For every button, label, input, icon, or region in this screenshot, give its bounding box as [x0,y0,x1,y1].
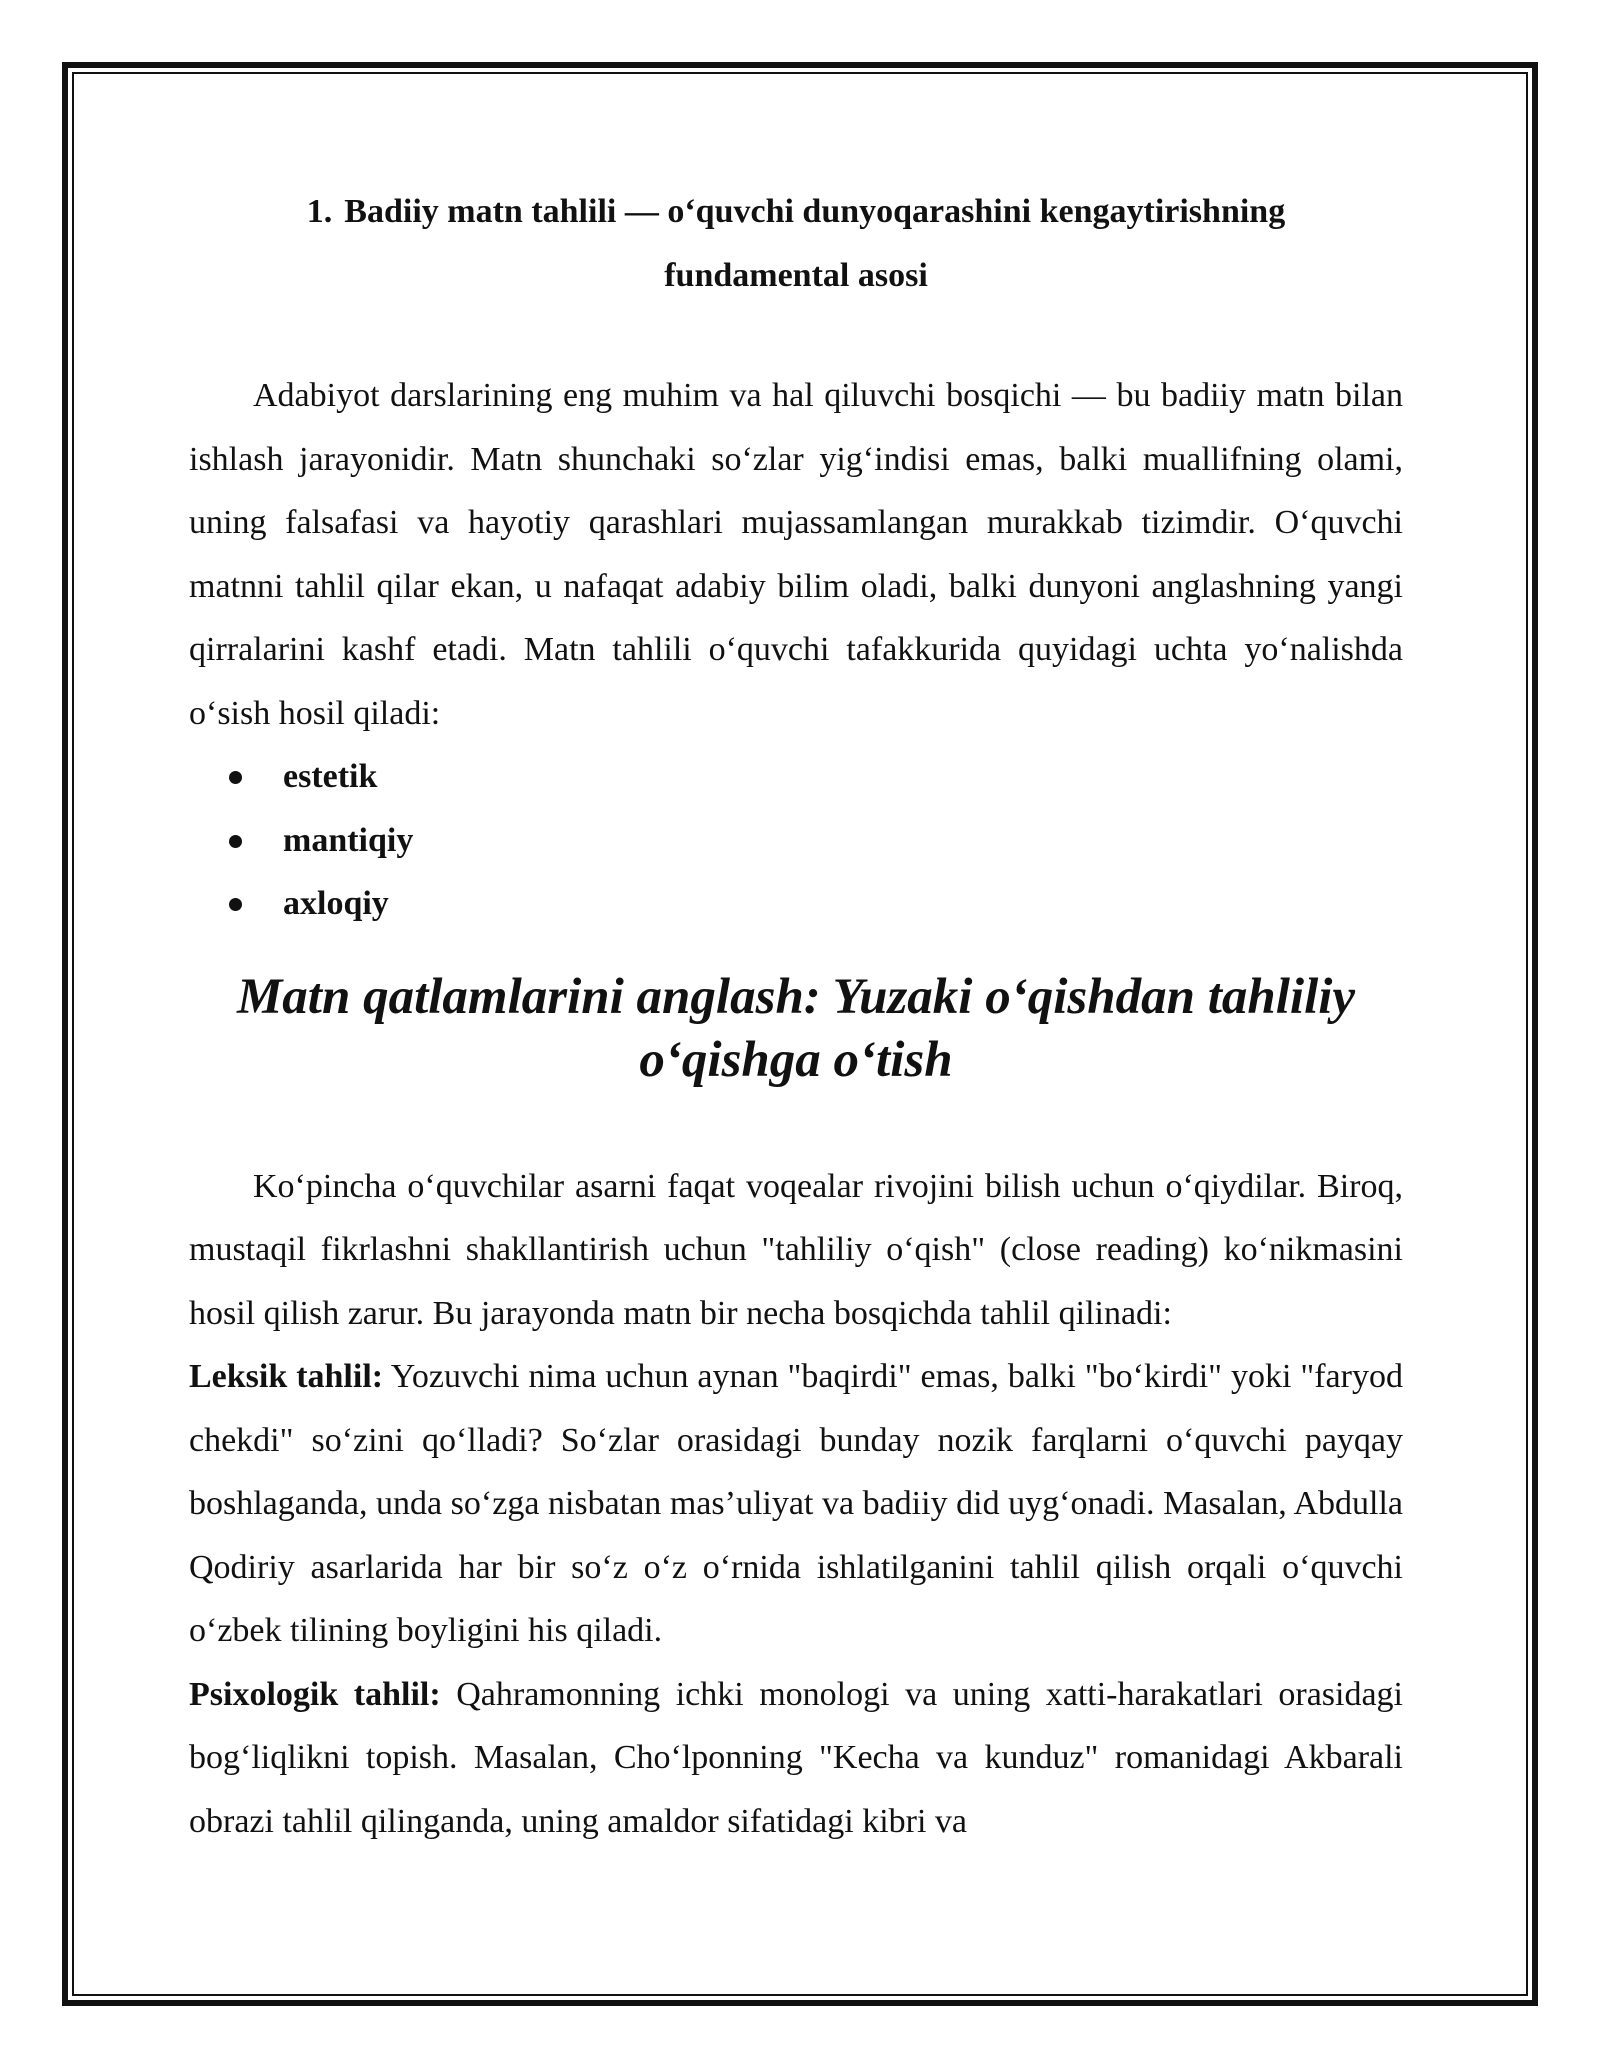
close-reading-paragraph: Ko‘pincha o‘quvchilar asarni faqat voqealar rivojini bilish uchun o‘qiydilar. Biroq, mustaqil fikrlashni shakllantirish uchun "tahliliy o‘qish" (close reading) ko‘nikmasini hosil qilish zarur. Bu jarayonda matn bir necha bosqichda tahlil qilinadi: [189,1167,1403,1332]
list-item [229,872,1403,936]
document-body [189,180,1403,1853]
lexical-analysis-paragraph [189,1345,1403,1663]
bullet-icon [229,771,242,784]
list-item [229,809,1403,873]
subsection-title: Matn qatlamlarini anglash: Yuzaki o‘qishdan tahliliy o‘qishga o‘tish [236,968,1356,1088]
bullet-icon [229,835,242,848]
psychological-analysis-text: Qahramonning ichki monologi va uning xatti-harakatlari orasidagi bog‘liqlikni topish. Masalan, Cho‘lponning "Kecha va kunduz" romanidagi Akbarali obrazi tahlil qilinganda, uning amaldor sifatidagi kibri va [189,1675,1403,1840]
psychological-analysis-label: Psixologik tahlil: [189,1675,441,1713]
lexical-analysis-label: Leksik tahlil: [189,1358,384,1395]
list-item-label: axloqiy [283,885,389,922]
section-title-text: Badiiy matn tahlili — o‘quvchi dunyoqarashini kengaytirishning fundamental asosi [344,193,1286,294]
section-title [189,180,1403,308]
psychological-analysis-paragraph [189,1663,1403,1854]
intro-paragraph: Adabiyot darslarining eng muhim va hal qiluvchi bosqichi — bu badiiy matn bilan ishlash jarayonidir. Matn shunchaki so‘zlar yig‘indisi emas, balki muallifning olami, uning falsafasi va hayotiy qarashlari mujassamlangan murakkab tizimdir. O‘quvchi matnni tahlil qilar ekan, u nafaqat adabiy bilim oladi, balki dunyoni anglashning yangi qirralarini kashf etadi. Matn tahlili o‘quvchi tafakkurida quyidagi uchta yo‘nalishda o‘sish hosil qiladi: [189,377,1403,732]
list-item [229,745,1403,809]
list-item-label: estetik [283,758,378,795]
list-item-label: mantiqiy [283,821,414,859]
section-number: 1. [306,193,333,230]
lexical-analysis-text: Yozuvchi nima uchun aynan "baqirdi" emas, balki "bo‘kirdi" yoki "faryod chekdi" so‘zini qo‘lladi? So‘zlar orasidagi bunday nozik farqlarni o‘quvchi payqay boshlaganda, unda so‘zga nisbatan mas’uliyat va badiiy did uyg‘onadi. Masalan, Abdulla Qodiriy asarlarida har bir so‘z o‘z o‘rnida ishlatilganini tahlil qilish orqali o‘quvchi o‘zbek tilining boyligini his qiladi. [189,1358,1403,1649]
growth-directions-list [189,745,1403,936]
bullet-icon [229,898,242,911]
